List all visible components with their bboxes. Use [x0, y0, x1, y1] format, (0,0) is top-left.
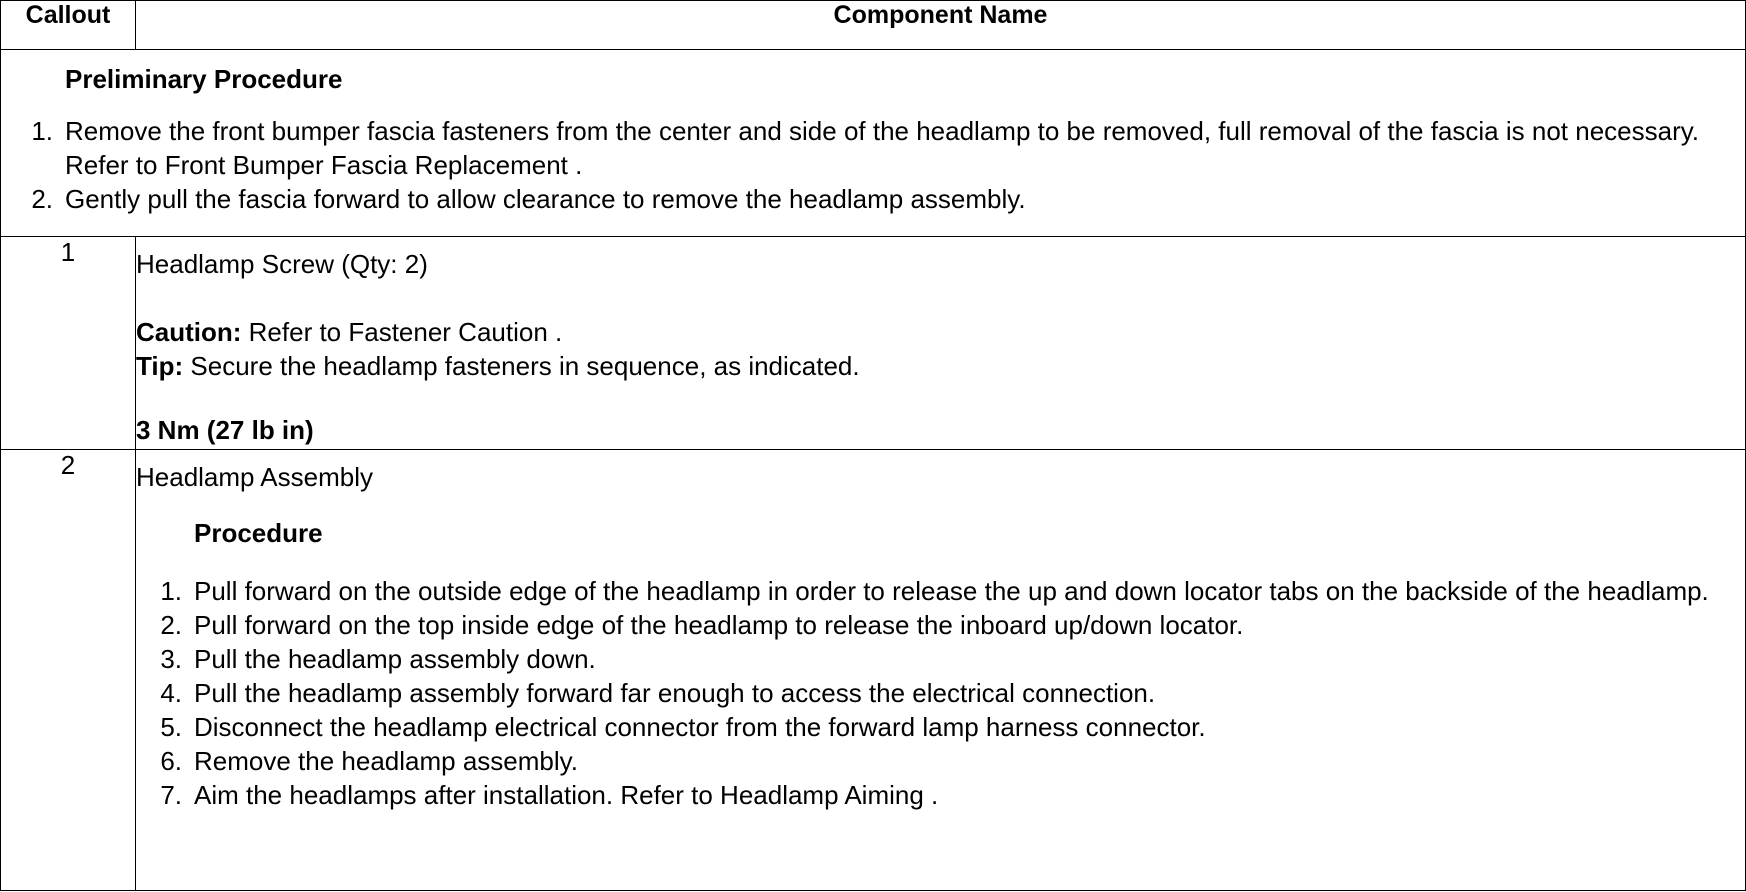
step-text: Remove the headlamp assembly.: [194, 746, 578, 776]
step-text: Pull forward on the top inside edge of the headlamp to release the inboard up/down locator.: [194, 610, 1244, 640]
list-item: [1, 114, 1745, 182]
caution-text: Refer to Fastener Caution .: [241, 317, 563, 347]
step-text: Aim the headlamps after installation. Refer to Headlamp Aiming .: [194, 780, 939, 810]
component-name: Headlamp Assembly: [136, 462, 373, 492]
caution-note: [136, 315, 1745, 349]
step-text: Disconnect the headlamp electrical connector from the forward lamp harness connector.: [194, 712, 1206, 742]
component-cell: [136, 237, 1746, 450]
step-text: Remove the front bumper fascia fasteners from the center and side of the headlamp to be removed, full removal of the fascia is not necessary. Refer to Front Bumper Fascia Replacement .: [65, 116, 1700, 180]
callout-number: 2: [1, 450, 136, 891]
step-number: 7.: [160, 780, 182, 810]
step-text: Gently pull the fascia forward to allow clearance to remove the headlamp assembly.: [65, 184, 1026, 214]
component-cell: [136, 450, 1746, 891]
component-name-column-header: Component Name: [136, 1, 1746, 50]
list-item: [136, 608, 1745, 642]
preliminary-heading: Preliminary Procedure: [65, 64, 343, 94]
step-number: 1.: [31, 116, 53, 146]
procedure-title: Procedure: [194, 518, 323, 548]
list-item: [1, 182, 1745, 216]
tip-note: [136, 349, 1745, 383]
list-item: [136, 642, 1745, 676]
header-row: [1, 1, 1746, 50]
list-item: [136, 778, 1745, 812]
step-text: Pull the headlamp assembly down.: [194, 644, 596, 674]
table-row: [1, 237, 1746, 450]
list-item: [136, 710, 1745, 744]
table-row: [1, 450, 1746, 891]
step-number: 2.: [31, 184, 53, 214]
preliminary-steps: [1, 114, 1745, 216]
step-number: 2.: [160, 610, 182, 640]
step-number: 5.: [160, 712, 182, 742]
step-text: Pull the headlamp assembly forward far enough to access the electrical connection.: [194, 678, 1156, 708]
tip-label: Tip:: [136, 351, 184, 381]
callout-number: 1: [1, 237, 136, 450]
list-item: [136, 676, 1745, 710]
torque-spec: 3 Nm (27 lb in): [136, 415, 314, 445]
callout-column-header: Callout: [1, 1, 136, 50]
tip-text: Secure the headlamp fasteners in sequence, as indicated.: [183, 351, 860, 381]
list-item: [136, 574, 1745, 608]
procedure-steps: [136, 574, 1745, 812]
preliminary-row: [1, 50, 1746, 237]
component-name: Headlamp Screw (Qty: 2): [136, 249, 428, 279]
step-number: 3.: [160, 644, 182, 674]
preliminary-cell: [1, 50, 1746, 237]
step-number: 4.: [160, 678, 182, 708]
step-number: 6.: [160, 746, 182, 776]
list-item: [136, 744, 1745, 778]
caution-label: Caution:: [136, 317, 242, 347]
step-number: 1.: [160, 576, 182, 606]
step-text: Pull forward on the outside edge of the headlamp in order to release the up and down locator tabs on the backside of the headlamp.: [194, 576, 1709, 606]
